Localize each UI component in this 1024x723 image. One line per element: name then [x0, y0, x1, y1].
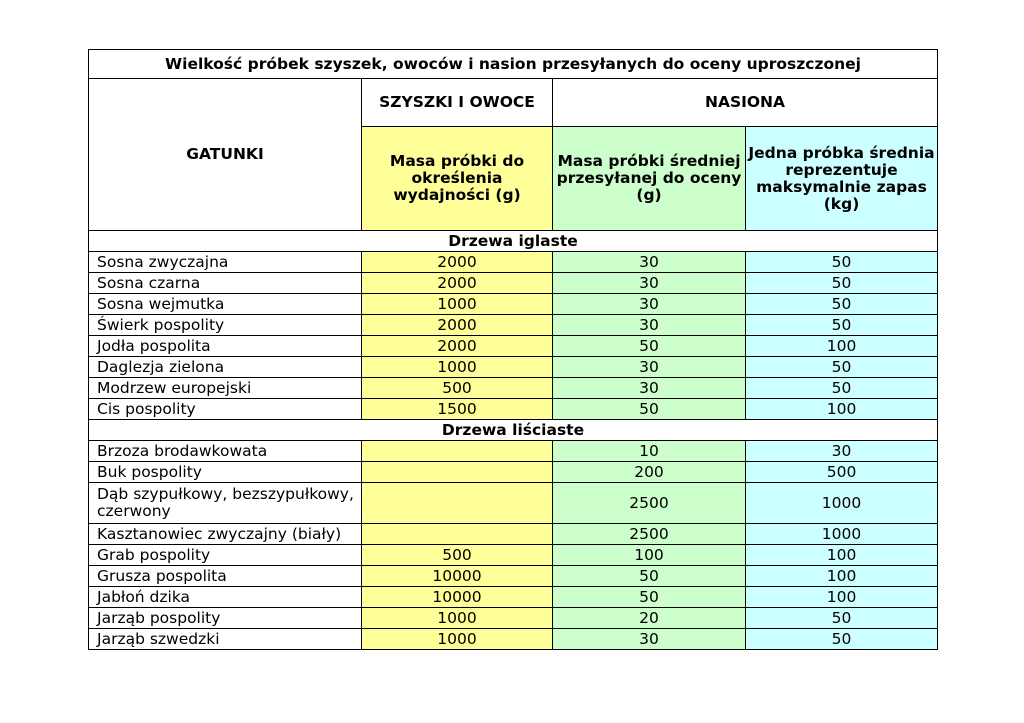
sample-mass-value: 50	[553, 587, 746, 608]
sample-mass-value: 50	[553, 566, 746, 587]
sample-mass-value: 50	[553, 399, 746, 420]
species-name: Jarząb szwedzki	[89, 629, 362, 650]
table-row	[89, 629, 938, 650]
mass-yield-value: 2000	[362, 273, 553, 294]
mass-yield-value: 10000	[362, 566, 553, 587]
species-name: Buk pospolity	[89, 462, 362, 483]
section-header-lisciaste: Drzewa liściaste	[89, 420, 938, 441]
sample-mass-value: 30	[553, 252, 746, 273]
mass-yield-value: 500	[362, 545, 553, 566]
header-nasiona: NASIONA	[553, 79, 938, 127]
max-stock-value: 50	[746, 378, 938, 399]
max-stock-value: 50	[746, 608, 938, 629]
header-row-top	[89, 79, 938, 127]
table-row	[89, 608, 938, 629]
sample-mass-value: 30	[553, 294, 746, 315]
max-stock-value: 500	[746, 462, 938, 483]
table-row	[89, 315, 938, 336]
max-stock-value: 1000	[746, 524, 938, 545]
sample-mass-value: 30	[553, 357, 746, 378]
sample-size-table	[88, 49, 938, 650]
sample-mass-value: 30	[553, 315, 746, 336]
max-stock-value: 100	[746, 399, 938, 420]
sample-mass-value: 10	[553, 441, 746, 462]
max-stock-value: 50	[746, 357, 938, 378]
max-stock-value: 100	[746, 545, 938, 566]
species-name: Świerk pospolity	[89, 315, 362, 336]
mass-yield-value	[362, 441, 553, 462]
mass-yield-value: 2000	[362, 336, 553, 357]
mass-yield-value: 1500	[362, 399, 553, 420]
max-stock-value: 50	[746, 294, 938, 315]
section-row-iglaste	[89, 231, 938, 252]
table-row	[89, 273, 938, 294]
mass-yield-value: 500	[362, 378, 553, 399]
max-stock-value: 100	[746, 566, 938, 587]
max-stock-value: 100	[746, 587, 938, 608]
table-title: Wielkość próbek szyszek, owoców i nasion przesyłanych do oceny uproszczonej	[89, 50, 938, 79]
table-row	[89, 483, 938, 524]
species-name: Jarząb pospolity	[89, 608, 362, 629]
species-name: Modrzew europejski	[89, 378, 362, 399]
mass-yield-value: 1000	[362, 629, 553, 650]
sample-mass-value: 20	[553, 608, 746, 629]
sample-mass-value: 200	[553, 462, 746, 483]
table-row	[89, 566, 938, 587]
table-row	[89, 545, 938, 566]
section-header-iglaste: Drzewa iglaste	[89, 231, 938, 252]
mass-yield-value: 2000	[362, 252, 553, 273]
table-row	[89, 252, 938, 273]
mass-yield-value	[362, 483, 553, 524]
title-row	[89, 50, 938, 79]
max-stock-value: 50	[746, 252, 938, 273]
species-name: Cis pospolity	[89, 399, 362, 420]
header-sample-mass: Masa próbki średniej przesyłanej do oceny (g)	[553, 127, 746, 231]
species-name: Jabłoń dzika	[89, 587, 362, 608]
sample-mass-value: 30	[553, 629, 746, 650]
table-row	[89, 399, 938, 420]
table-body	[89, 50, 938, 650]
mass-yield-value: 10000	[362, 587, 553, 608]
table-row	[89, 378, 938, 399]
mass-yield-value	[362, 524, 553, 545]
mass-yield-value: 1000	[362, 294, 553, 315]
species-name: Dąb szypułkowy, bezszypułkowy, czerwony	[89, 483, 362, 524]
table-row	[89, 587, 938, 608]
sample-mass-value: 2500	[553, 524, 746, 545]
max-stock-value: 50	[746, 273, 938, 294]
species-name: Grab pospolity	[89, 545, 362, 566]
header-szyszki: SZYSZKI I OWOCE	[362, 79, 553, 127]
species-name: Jodła pospolita	[89, 336, 362, 357]
header-gatunki: GATUNKI	[89, 79, 362, 231]
max-stock-value: 30	[746, 441, 938, 462]
species-name: Daglezja zielona	[89, 357, 362, 378]
header-max-stock: Jedna próbka średnia reprezentuje maksymalnie zapas (kg)	[746, 127, 938, 231]
sample-mass-value: 100	[553, 545, 746, 566]
table-row	[89, 524, 938, 545]
species-name: Sosna wejmutka	[89, 294, 362, 315]
sample-mass-value: 2500	[553, 483, 746, 524]
sample-mass-value: 30	[553, 273, 746, 294]
species-name: Grusza pospolita	[89, 566, 362, 587]
table-row	[89, 357, 938, 378]
mass-yield-value: 1000	[362, 608, 553, 629]
table-row	[89, 462, 938, 483]
mass-yield-value: 2000	[362, 315, 553, 336]
species-name: Brzoza brodawkowata	[89, 441, 362, 462]
sample-mass-value: 50	[553, 336, 746, 357]
sample-mass-value: 30	[553, 378, 746, 399]
header-mass-yield: Masa próbki do określenia wydajności (g)	[362, 127, 553, 231]
species-name: Sosna czarna	[89, 273, 362, 294]
table-row	[89, 441, 938, 462]
max-stock-value: 100	[746, 336, 938, 357]
max-stock-value: 50	[746, 629, 938, 650]
section-row-lisciaste	[89, 420, 938, 441]
max-stock-value: 1000	[746, 483, 938, 524]
max-stock-value: 50	[746, 315, 938, 336]
species-name: Kasztanowiec zwyczajny (biały)	[89, 524, 362, 545]
mass-yield-value	[362, 462, 553, 483]
mass-yield-value: 1000	[362, 357, 553, 378]
table-row	[89, 336, 938, 357]
table-row	[89, 294, 938, 315]
species-name: Sosna zwyczajna	[89, 252, 362, 273]
